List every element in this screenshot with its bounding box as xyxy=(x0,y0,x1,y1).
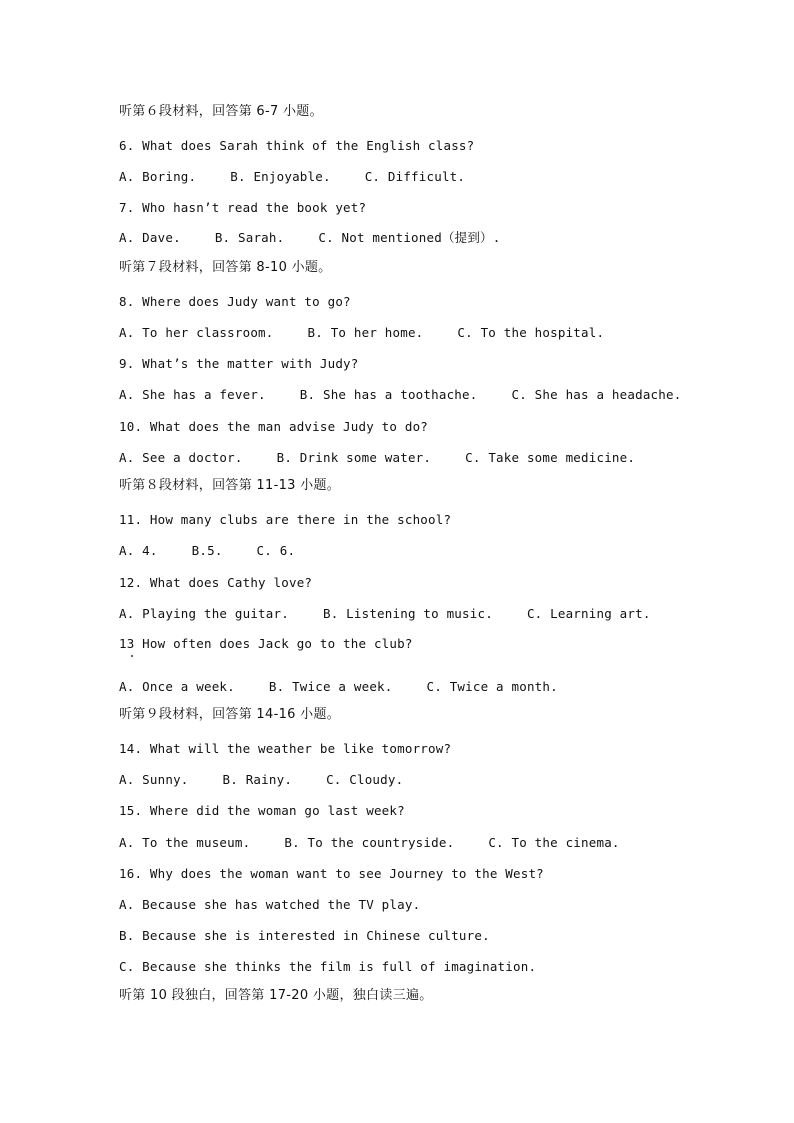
option-6b: B. Enjoyable. xyxy=(230,169,331,184)
option-11c: C. 6. xyxy=(256,543,296,558)
question-7: 7. Who hasn’t read the book yet? xyxy=(119,200,367,215)
options-row-6 xyxy=(119,169,465,185)
option-13a: A. Once a week. xyxy=(119,679,235,694)
option-8c: C. To the hospital. xyxy=(457,325,605,340)
option-14c: C. Cloudy. xyxy=(326,772,404,787)
question-9: 9. What’s the matter with Judy? xyxy=(119,356,359,371)
section-heading-10: 听第 10 段独白，回答第 17-20 小题，独白读三遍。 xyxy=(119,988,433,1003)
option-14a: A. Sunny. xyxy=(119,772,189,787)
question-11: 11. How many clubs are there in the school? xyxy=(119,512,452,527)
options-row-13 xyxy=(119,679,558,695)
section-heading-9: 听第９段材料，回答第 14-16 小题。 xyxy=(119,707,341,722)
option-11b: B.5. xyxy=(191,543,223,558)
option-6a: A. Boring. xyxy=(119,169,197,184)
stray-dot-mark xyxy=(131,655,133,657)
option-12b: B. Listening to music. xyxy=(322,606,493,621)
question-16: 16. Why does the woman want to see Journey to the West? xyxy=(119,866,544,881)
option-6c: C. Difficult. xyxy=(364,169,466,184)
question-14: 14. What will the weather be like tomorrow? xyxy=(119,741,452,756)
option-8b: B. To her home. xyxy=(307,325,424,340)
section-heading-8: 听第８段材料，回答第 11-13 小题。 xyxy=(119,478,341,493)
options-row-15 xyxy=(119,835,620,851)
options-row-11 xyxy=(119,543,295,559)
options-row-7 xyxy=(119,230,500,246)
option-15a: A. To the museum. xyxy=(119,835,251,850)
option-14b: B. Rainy. xyxy=(222,772,293,787)
option-9a: A. She has a fever. xyxy=(119,387,266,402)
question-15: 15. Where did the woman go last week? xyxy=(119,803,405,818)
option-7a: A. Dave. xyxy=(119,230,181,245)
option-10a: A. See a doctor. xyxy=(119,450,243,465)
option-10c: C. Take some medicine. xyxy=(465,450,636,465)
option-12c: C. Learning art. xyxy=(526,606,651,621)
option-13b: B. Twice a week. xyxy=(268,679,393,694)
options-row-9 xyxy=(119,387,681,403)
option-8a: A. To her classroom. xyxy=(119,325,274,340)
section-heading-7: 听第７段材料，回答第 8-10 小题。 xyxy=(119,260,332,275)
question-12: 12. What does Cathy love? xyxy=(119,575,313,590)
option-7b: B. Sarah. xyxy=(214,230,285,245)
options-row-8 xyxy=(119,325,604,341)
question-6: 6. What does Sarah think of the English class? xyxy=(119,138,475,153)
option-9b: B. She has a toothache. xyxy=(299,387,478,402)
question-13: 13 How often does Jack go to the club? xyxy=(119,636,413,651)
option-16a: A. Because she has watched the TV play. xyxy=(119,897,421,912)
option-12a: A. Playing the guitar. xyxy=(119,606,289,621)
option-16c: C. Because she thinks the film is full of imagination. xyxy=(119,959,537,974)
option-15c: C. To the cinema. xyxy=(488,835,620,850)
options-row-14 xyxy=(119,772,403,788)
option-11a: A. 4. xyxy=(119,543,158,558)
option-13c: C. Twice a month. xyxy=(426,679,558,694)
option-15b: B. To the countryside. xyxy=(284,835,455,850)
options-row-12 xyxy=(119,606,651,622)
option-16b: B. Because she is interested in Chinese culture. xyxy=(119,928,490,943)
option-7c: C. Not mentioned（提到）. xyxy=(318,230,501,245)
option-9c: C. She has a headache. xyxy=(511,387,682,402)
option-10b: B. Drink some water. xyxy=(276,450,432,465)
section-heading-6: 听第６段材料，回答第 6-7 小题。 xyxy=(119,104,323,119)
question-8: 8. Where does Judy want to go? xyxy=(119,294,351,309)
question-10: 10. What does the man advise Judy to do? xyxy=(119,419,429,434)
options-row-10 xyxy=(119,450,635,466)
